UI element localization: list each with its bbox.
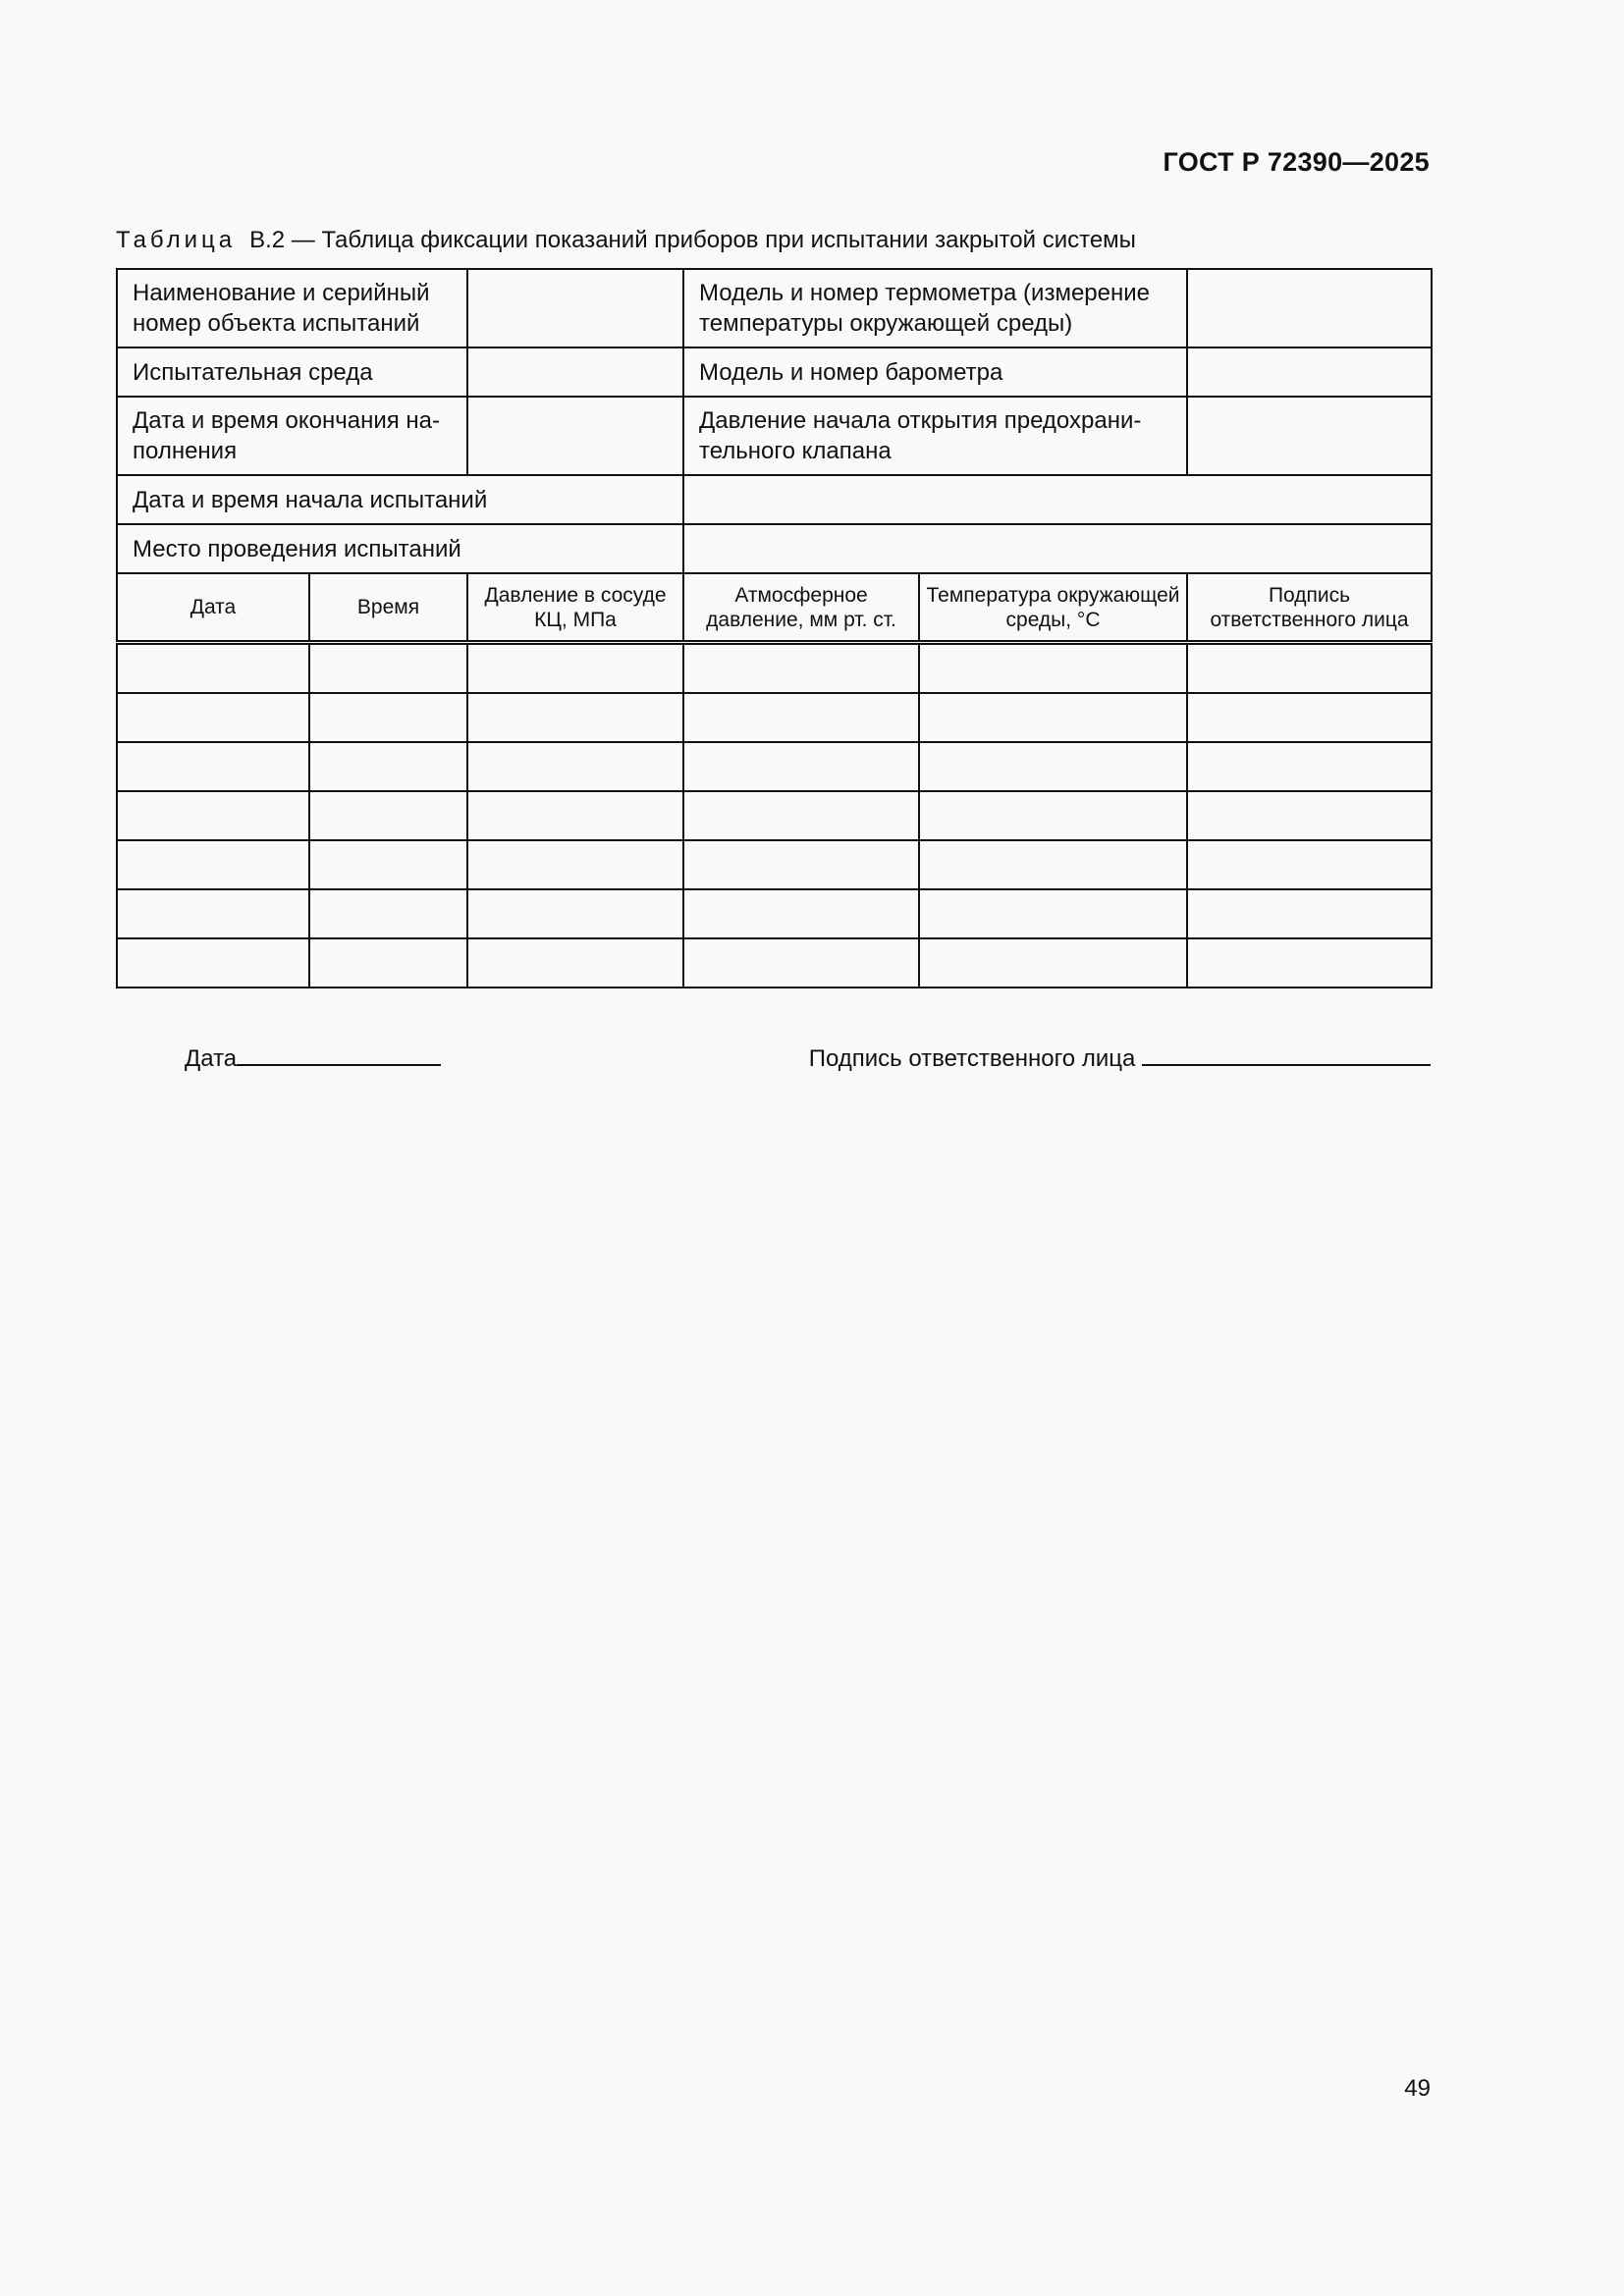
column-header-row <box>117 573 1432 643</box>
column-header-vessel-pressure: Давление в сосуде КЦ, МПа <box>467 573 683 643</box>
cell-atm-pressure[interactable] <box>683 643 919 694</box>
date-signoff-label: Дата <box>185 1045 238 1072</box>
table-row <box>117 840 1432 889</box>
document-code: ГОСТ Р 72390—2025 <box>1163 147 1430 177</box>
table-row <box>117 742 1432 791</box>
cell-atm-pressure[interactable] <box>683 938 919 988</box>
cell-time[interactable] <box>309 889 467 938</box>
cell-vessel-pressure[interactable] <box>467 791 683 840</box>
cell-vessel-pressure[interactable] <box>467 693 683 742</box>
cell-signature[interactable] <box>1187 938 1432 988</box>
cell-time[interactable] <box>309 840 467 889</box>
test-start-value[interactable] <box>683 475 1432 524</box>
signature-signoff-line[interactable] <box>1142 1039 1431 1066</box>
cell-atm-pressure[interactable] <box>683 693 919 742</box>
table-row <box>117 889 1432 938</box>
cell-signature[interactable] <box>1187 791 1432 840</box>
thermometer-value[interactable] <box>1187 269 1432 347</box>
signature-signoff <box>809 1039 1431 1073</box>
cell-signature[interactable] <box>1187 693 1432 742</box>
cell-ambient-temp[interactable] <box>919 791 1187 840</box>
cell-atm-pressure[interactable] <box>683 791 919 840</box>
table-row <box>117 938 1432 988</box>
column-header-signature: Подпись ответственного лица <box>1187 573 1432 643</box>
cell-time[interactable] <box>309 693 467 742</box>
cell-time[interactable] <box>309 643 467 694</box>
location-label: Место проведения испытаний <box>117 524 683 573</box>
page-number: 49 <box>1404 2075 1431 2102</box>
cell-ambient-temp[interactable] <box>919 840 1187 889</box>
cell-vessel-pressure[interactable] <box>467 643 683 694</box>
cell-date[interactable] <box>117 643 309 694</box>
test-start-label: Дата и время начала испытаний <box>117 475 683 524</box>
cell-signature[interactable] <box>1187 840 1432 889</box>
cell-atm-pressure[interactable] <box>683 742 919 791</box>
column-header-atm-pressure: Атмосферное давление, мм рт. ст. <box>683 573 919 643</box>
cell-signature[interactable] <box>1187 742 1432 791</box>
barometer-value[interactable] <box>1187 347 1432 397</box>
valve-pressure-value[interactable] <box>1187 397 1432 475</box>
info-row <box>117 524 1432 573</box>
cell-vessel-pressure[interactable] <box>467 938 683 988</box>
cell-atm-pressure[interactable] <box>683 889 919 938</box>
column-header-ambient-temp: Температура окружающей среды, °С <box>919 573 1187 643</box>
barometer-label: Модель и номер барометра <box>683 347 1187 397</box>
fill-end-label: Дата и время окончания на-полнения <box>117 397 467 475</box>
cell-ambient-temp[interactable] <box>919 693 1187 742</box>
info-row <box>117 397 1432 475</box>
cell-time[interactable] <box>309 742 467 791</box>
date-signoff-line[interactable] <box>237 1039 441 1066</box>
table-caption <box>116 227 1136 254</box>
caption-label: Таблица <box>116 227 237 253</box>
valve-pressure-label: Давление начала открытия предохрани-тельного клапана <box>683 397 1187 475</box>
readings-table <box>116 268 1433 988</box>
info-row <box>117 475 1432 524</box>
medium-label: Испытательная среда <box>117 347 467 397</box>
table-row <box>117 693 1432 742</box>
location-value[interactable] <box>683 524 1432 573</box>
caption-text: В.2 — Таблица фиксации показаний приборов при испытании закрытой системы <box>249 227 1136 253</box>
object-name-label: Наименование и серийный номер объекта испытаний <box>117 269 467 347</box>
table-row <box>117 791 1432 840</box>
cell-date[interactable] <box>117 693 309 742</box>
cell-vessel-pressure[interactable] <box>467 840 683 889</box>
cell-ambient-temp[interactable] <box>919 889 1187 938</box>
cell-time[interactable] <box>309 938 467 988</box>
cell-time[interactable] <box>309 791 467 840</box>
cell-ambient-temp[interactable] <box>919 938 1187 988</box>
cell-date[interactable] <box>117 742 309 791</box>
cell-vessel-pressure[interactable] <box>467 742 683 791</box>
cell-signature[interactable] <box>1187 643 1432 694</box>
fill-end-value[interactable] <box>467 397 683 475</box>
cell-vessel-pressure[interactable] <box>467 889 683 938</box>
cell-atm-pressure[interactable] <box>683 840 919 889</box>
cell-date[interactable] <box>117 938 309 988</box>
cell-ambient-temp[interactable] <box>919 643 1187 694</box>
date-signoff <box>185 1039 441 1073</box>
cell-date[interactable] <box>117 889 309 938</box>
info-row <box>117 347 1432 397</box>
signature-signoff-label: Подпись ответственного лица <box>808 1045 1136 1072</box>
cell-date[interactable] <box>117 791 309 840</box>
table-row <box>117 643 1432 694</box>
cell-signature[interactable] <box>1187 889 1432 938</box>
object-name-value[interactable] <box>467 269 683 347</box>
column-header-time: Время <box>309 573 467 643</box>
info-row <box>117 269 1432 347</box>
medium-value[interactable] <box>467 347 683 397</box>
column-header-date: Дата <box>117 573 309 643</box>
thermometer-label: Модель и номер термометра (измерение температуры окружающей среды) <box>683 269 1187 347</box>
cell-ambient-temp[interactable] <box>919 742 1187 791</box>
cell-date[interactable] <box>117 840 309 889</box>
